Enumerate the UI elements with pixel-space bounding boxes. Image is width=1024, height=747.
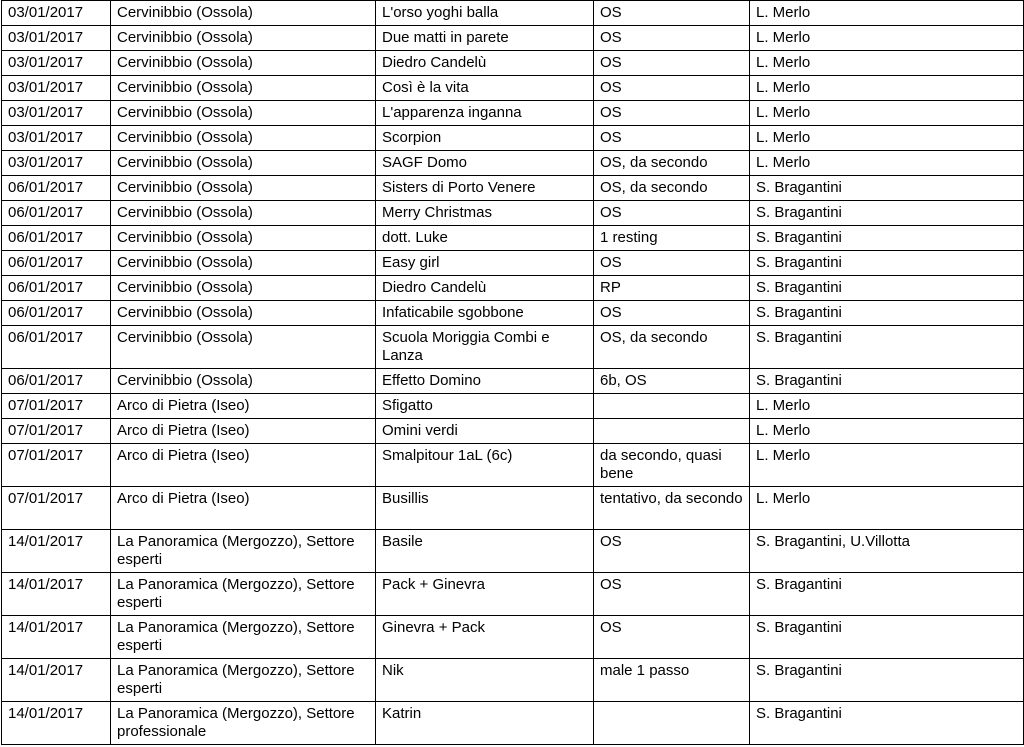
place-cell: Cervinibbio (Ossola) <box>111 369 376 394</box>
climbers-cell: S. Bragantini, U.Villotta <box>750 530 1024 573</box>
route-cell: Busillis <box>376 487 594 530</box>
date-cell: 07/01/2017 <box>2 444 111 487</box>
climbers-cell: L. Merlo <box>750 1 1024 26</box>
climbing-log-body <box>2 1 1024 745</box>
style-cell: 6b, OS <box>594 369 750 394</box>
table-row <box>2 369 1024 394</box>
route-cell: Così è la vita <box>376 76 594 101</box>
date-cell: 06/01/2017 <box>2 176 111 201</box>
climbers-cell: S. Bragantini <box>750 369 1024 394</box>
climbers-cell: S. Bragantini <box>750 301 1024 326</box>
climbers-cell: L. Merlo <box>750 487 1024 530</box>
style-cell: male 1 passo <box>594 659 750 702</box>
date-cell: 03/01/2017 <box>2 1 111 26</box>
style-cell: da secondo, quasi bene <box>594 444 750 487</box>
route-cell: Due matti in parete <box>376 26 594 51</box>
route-cell: Easy girl <box>376 251 594 276</box>
date-cell: 06/01/2017 <box>2 276 111 301</box>
style-cell: OS <box>594 76 750 101</box>
climbers-cell: S. Bragantini <box>750 176 1024 201</box>
climbers-cell: L. Merlo <box>750 394 1024 419</box>
style-cell: OS, da secondo <box>594 176 750 201</box>
style-cell: OS, da secondo <box>594 326 750 369</box>
table-row <box>2 659 1024 702</box>
date-cell: 03/01/2017 <box>2 101 111 126</box>
climbers-cell: L. Merlo <box>750 101 1024 126</box>
style-cell: OS <box>594 26 750 51</box>
table-row <box>2 51 1024 76</box>
climbers-cell: L. Merlo <box>750 419 1024 444</box>
route-cell: Infaticabile sgobbone <box>376 301 594 326</box>
climbers-cell: S. Bragantini <box>750 201 1024 226</box>
route-cell: Pack + Ginevra <box>376 573 594 616</box>
place-cell: Cervinibbio (Ossola) <box>111 326 376 369</box>
style-cell: OS, da secondo <box>594 151 750 176</box>
place-cell: Cervinibbio (Ossola) <box>111 301 376 326</box>
date-cell: 03/01/2017 <box>2 76 111 101</box>
place-cell: Arco di Pietra (Iseo) <box>111 487 376 530</box>
place-cell: Cervinibbio (Ossola) <box>111 126 376 151</box>
date-cell: 06/01/2017 <box>2 201 111 226</box>
date-cell: 14/01/2017 <box>2 659 111 702</box>
date-cell: 14/01/2017 <box>2 530 111 573</box>
table-row <box>2 176 1024 201</box>
climbers-cell: S. Bragantini <box>750 702 1024 745</box>
table-row <box>2 702 1024 745</box>
date-cell: 07/01/2017 <box>2 419 111 444</box>
place-cell: La Panoramica (Mergozzo), Settore esperti <box>111 530 376 573</box>
route-cell: L'orso yoghi balla <box>376 1 594 26</box>
table-row <box>2 573 1024 616</box>
style-cell: RP <box>594 276 750 301</box>
date-cell: 03/01/2017 <box>2 126 111 151</box>
table-row <box>2 419 1024 444</box>
table-row <box>2 616 1024 659</box>
climbers-cell: S. Bragantini <box>750 616 1024 659</box>
date-cell: 14/01/2017 <box>2 702 111 745</box>
climbers-cell: L. Merlo <box>750 76 1024 101</box>
date-cell: 07/01/2017 <box>2 487 111 530</box>
table-row <box>2 530 1024 573</box>
style-cell: OS <box>594 201 750 226</box>
climbers-cell: L. Merlo <box>750 444 1024 487</box>
table-row <box>2 151 1024 176</box>
climbers-cell: S. Bragantini <box>750 573 1024 616</box>
date-cell: 06/01/2017 <box>2 369 111 394</box>
climbers-cell: S. Bragantini <box>750 226 1024 251</box>
route-cell: Ginevra + Pack <box>376 616 594 659</box>
style-cell: OS <box>594 126 750 151</box>
date-cell: 06/01/2017 <box>2 251 111 276</box>
style-cell <box>594 702 750 745</box>
table-row <box>2 276 1024 301</box>
style-cell: OS <box>594 573 750 616</box>
place-cell: Cervinibbio (Ossola) <box>111 251 376 276</box>
place-cell: Cervinibbio (Ossola) <box>111 176 376 201</box>
table-row <box>2 126 1024 151</box>
date-cell: 06/01/2017 <box>2 301 111 326</box>
table-row <box>2 1 1024 26</box>
date-cell: 03/01/2017 <box>2 26 111 51</box>
date-cell: 06/01/2017 <box>2 226 111 251</box>
style-cell <box>594 394 750 419</box>
style-cell: OS <box>594 616 750 659</box>
style-cell: OS <box>594 1 750 26</box>
table-row <box>2 226 1024 251</box>
route-cell: Scuola Moriggia Combi e Lanza <box>376 326 594 369</box>
style-cell: OS <box>594 530 750 573</box>
route-cell: Diedro Candelù <box>376 276 594 301</box>
table-row <box>2 101 1024 126</box>
route-cell: Sisters di Porto Venere <box>376 176 594 201</box>
route-cell: Sfigatto <box>376 394 594 419</box>
date-cell: 14/01/2017 <box>2 573 111 616</box>
table-row <box>2 301 1024 326</box>
route-cell: Merry Christmas <box>376 201 594 226</box>
route-cell: Effetto Domino <box>376 369 594 394</box>
date-cell: 03/01/2017 <box>2 51 111 76</box>
style-cell: OS <box>594 101 750 126</box>
date-cell: 06/01/2017 <box>2 326 111 369</box>
climbers-cell: S. Bragantini <box>750 659 1024 702</box>
place-cell: Cervinibbio (Ossola) <box>111 226 376 251</box>
table-row <box>2 444 1024 487</box>
table-row <box>2 251 1024 276</box>
style-cell: tentativo, da secondo <box>594 487 750 530</box>
climbers-cell: L. Merlo <box>750 26 1024 51</box>
place-cell: Cervinibbio (Ossola) <box>111 151 376 176</box>
place-cell: Cervinibbio (Ossola) <box>111 1 376 26</box>
table-row <box>2 394 1024 419</box>
climbers-cell: S. Bragantini <box>750 326 1024 369</box>
place-cell: La Panoramica (Mergozzo), Settore professionale <box>111 702 376 745</box>
route-cell: Nik <box>376 659 594 702</box>
place-cell: Arco di Pietra (Iseo) <box>111 394 376 419</box>
style-cell: OS <box>594 51 750 76</box>
table-row <box>2 487 1024 530</box>
place-cell: La Panoramica (Mergozzo), Settore esperti <box>111 659 376 702</box>
place-cell: Arco di Pietra (Iseo) <box>111 444 376 487</box>
table-row <box>2 326 1024 369</box>
climbers-cell: L. Merlo <box>750 51 1024 76</box>
route-cell: dott. Luke <box>376 226 594 251</box>
climbers-cell: S. Bragantini <box>750 276 1024 301</box>
route-cell: Scorpion <box>376 126 594 151</box>
table-row <box>2 201 1024 226</box>
table-row <box>2 26 1024 51</box>
table-row <box>2 76 1024 101</box>
place-cell: Cervinibbio (Ossola) <box>111 76 376 101</box>
route-cell: Diedro Candelù <box>376 51 594 76</box>
route-cell: Basile <box>376 530 594 573</box>
style-cell: OS <box>594 301 750 326</box>
climbers-cell: L. Merlo <box>750 151 1024 176</box>
route-cell: SAGF Domo <box>376 151 594 176</box>
place-cell: Cervinibbio (Ossola) <box>111 101 376 126</box>
route-cell: Smalpitour 1aL (6c) <box>376 444 594 487</box>
place-cell: Cervinibbio (Ossola) <box>111 276 376 301</box>
date-cell: 03/01/2017 <box>2 151 111 176</box>
route-cell: L'apparenza inganna <box>376 101 594 126</box>
date-cell: 07/01/2017 <box>2 394 111 419</box>
place-cell: Cervinibbio (Ossola) <box>111 201 376 226</box>
place-cell: La Panoramica (Mergozzo), Settore esperti <box>111 573 376 616</box>
style-cell: 1 resting <box>594 226 750 251</box>
place-cell: La Panoramica (Mergozzo), Settore esperti <box>111 616 376 659</box>
place-cell: Cervinibbio (Ossola) <box>111 26 376 51</box>
climbing-log-table <box>1 0 1024 745</box>
place-cell: Cervinibbio (Ossola) <box>111 51 376 76</box>
route-cell: Katrin <box>376 702 594 745</box>
date-cell: 14/01/2017 <box>2 616 111 659</box>
climbers-cell: L. Merlo <box>750 126 1024 151</box>
place-cell: Arco di Pietra (Iseo) <box>111 419 376 444</box>
route-cell: Omini verdi <box>376 419 594 444</box>
climbers-cell: S. Bragantini <box>750 251 1024 276</box>
style-cell <box>594 419 750 444</box>
style-cell: OS <box>594 251 750 276</box>
